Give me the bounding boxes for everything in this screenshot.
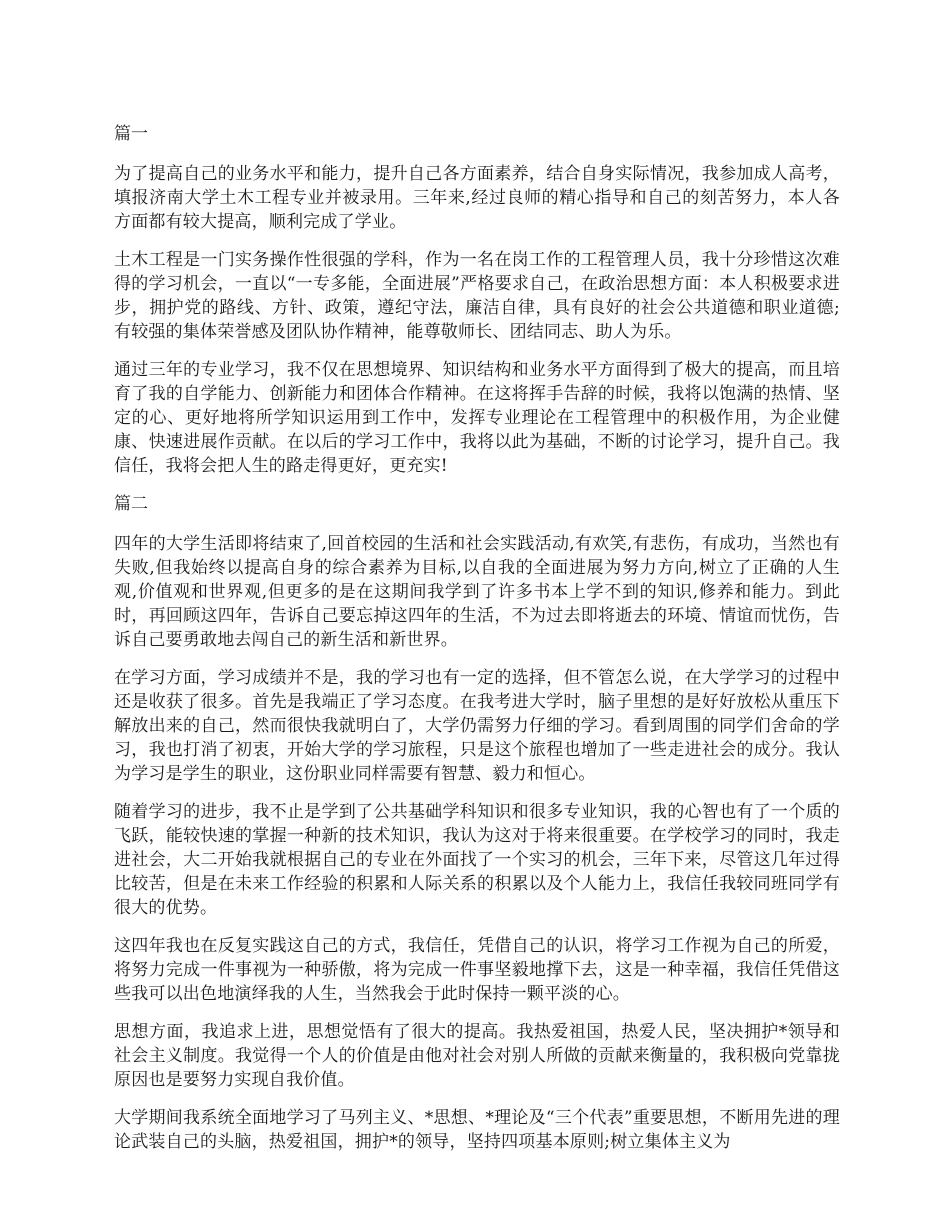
document-page (114, 122, 840, 1168)
paragraph: 随着学习的进步，我不止是学到了公共基础学科知识和很多专业知识，我的心智也有了一个质的飞跃，能较快速的掌握一种新的技术知识，我认为这对于将来很重要。在学校学习的同时，我走进社会，大二开始我就根据自己的专业在外面找了一个实习的机会，三年下来，尽管这几年过得比较苦，但是在未来工作经验的积累和人际关系的积累以及个人能力上，我信任我较同班同学有很大的优势。 (114, 802, 840, 918)
paragraph: 为了提高自己的业务水平和能力，提升自己各方面素养，结合自身实际情况，我参加成人高考，填报济南大学土木工程专业并被录用。三年来,经过良师的精心指导和自己的刻苦努力，本人各方面都有较大提高，顺利完成了学业。 (114, 164, 840, 232)
section-heading: 篇二 (114, 494, 148, 514)
paragraph: 通过三年的专业学习，我不仅在思想境界、知识结构和业务水平方面得到了极大的提高，而且培育了我的自学能力、创新能力和团体合作精神。在这将挥手告辞的时候，我将以饱满的热情、坚定的心、更好地将所学知识运用到工作中，发挥专业理论在工程管理中的积极作用，为企业健康、快速进展作贡献。在以后的学习工作中，我将以此为基础，不断的讨论学习，提升自己。我信任，我将会把人生的路走得更好，更充实! (114, 360, 840, 476)
section-heading: 篇一 (114, 124, 148, 144)
paragraph: 思想方面，我追求上进，思想觉悟有了很大的提高。我热爱祖国，热爱人民，坚决拥护*领导和社会主义制度。我觉得一个人的价值是由他对社会对别人所做的贡献来衡量的，我积极向党靠拢原因也是要努力实现自我价值。 (114, 1022, 840, 1090)
paragraph: 土木工程是一门实务操作性很强的学科，作为一名在岗工作的工程管理人员，我十分珍惜这次难得的学习机会，一直以“一专多能，全面进展”严格要求自己，在政治思想方面：本人积极要求进步，拥护党的路线、方针、政策，遵纪守法，廉洁自律，具有良好的社会公共道德和职业道德;有较强的集体荣誉感及团队协作精神，能尊敬师长、团结同志、助人为乐。 (114, 250, 840, 342)
paragraph: 大学期间我系统全面地学习了马列主义、*思想、*理论及“三个代表”重要思想，不断用先进的理论武装自己的头脑，热爱祖国，拥护*的领导，坚持四项基本原则;树立集体主义为 (114, 1108, 840, 1152)
paragraph: 四年的大学生活即将结束了,回首校园的生活和社会实践活动,有欢笑,有悲伤，有成功，当然也有失败,但我始终以提高自身的综合素养为目标,以自我的全面进展为努力方向,树立了正确的人生观,价值观和世界观,但更多的是在这期间我学到了许多书本上学不到的知识,修养和能力。到此时，再回顾这四年，告诉自己要忘掉这四年的生活，不为过去即将逝去的环境、情谊而忧伤，告诉自己要勇敢地去闯自己的新生活和新世界。 (114, 534, 840, 650)
paragraph: 在学习方面，学习成绩并不是，我的学习也有一定的选择，但不管怎么说，在大学学习的过程中还是收获了很多。首先是我端正了学习态度。在我考进大学时，脑子里想的是好好放松从重压下解放出来的自己，然而很快我就明白了，大学仍需努力仔细的学习。看到周围的同学们舍命的学习，我也打消了初衷，开始大学的学习旅程，只是这个旅程也增加了一些走进社会的成分。我认为学习是学生的职业，这份职业同样需要有智慧、毅力和恒心。 (114, 668, 840, 784)
section-1 (114, 122, 840, 478)
paragraph: 这四年我也在反复实践这自己的方式，我信任，凭借自己的认识，将学习工作视为自己的所爱，将努力完成一件事视为一种骄傲，将为完成一件事坚毅地撑下去，这是一种幸福，我信任凭借这些我可以出色地演绎我的人生，当然我会于此时保持一颗平淡的心。 (114, 936, 840, 1004)
section-2 (114, 492, 840, 1154)
